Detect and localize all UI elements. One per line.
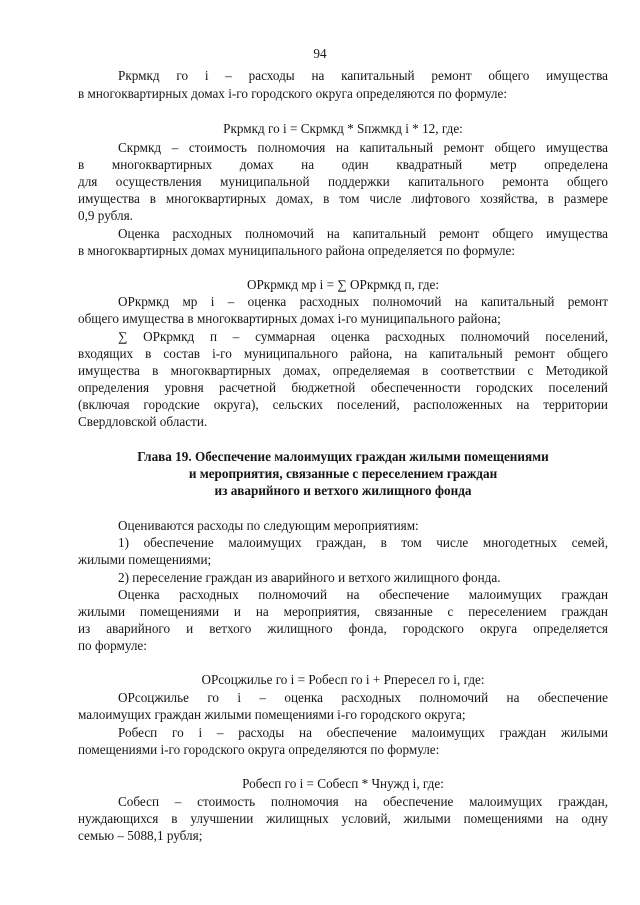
text-line: Ркрмкд го i = Скрмкд * Sпжмкд i * 12, где: [223, 121, 463, 136]
text-line: малоимущих граждан жилыми помещениями i-го городского округа; [78, 707, 466, 722]
chapter-heading-line: Глава 19. Обеспечение малоимущих граждан жилыми помещениями [137, 449, 549, 464]
text-line: ОРсоцжилье го i = Робесп го i + Рпересел го i, где: [201, 672, 485, 687]
text-line: по формуле: [78, 638, 147, 653]
chapter-heading-line: и мероприятия, связанные с переселением граждан [188, 466, 498, 481]
text-line: ОРкрмкд мр i – оценка расходных полномочий на капитальный ремонт [118, 294, 608, 309]
text-line: ОРкрмкд мр i = ∑ ОРкрмкд п, где: [246, 277, 440, 292]
text-line: для осуществления муниципальной поддержки капитального ремонта общего [78, 174, 608, 189]
text-line: имущества в многоквартирных домах, определяемая в соответствии с Методикой [78, 363, 608, 378]
text-line: ∑ ОРкрмкд п – суммарная оценка расходных полномочий поселений, [118, 329, 608, 344]
text-line: в многоквартирных домах муниципального района определяется по формуле: [78, 243, 515, 258]
text-line: Скрмкд – стоимость полномочия на капитальный ремонт общего имущества [118, 140, 608, 155]
text-line: Ркрмкд го i – расходы на капитальный ремонт общего имущества [118, 68, 608, 83]
text-line: жилыми помещениями и на мероприятия, связанные с переселением граждан [78, 604, 608, 619]
text-line: Оцениваются расходы по следующим мероприятиям: [118, 518, 419, 533]
text-line: Робесп го i – расходы на обеспечение малоимущих граждан жилыми [118, 725, 608, 740]
text-line: 0,9 рубля. [78, 208, 133, 223]
text-line: 1) обеспечение малоимущих граждан, в том числе многодетных семей, [118, 535, 608, 550]
text-line: (включая городские округа), сельских поселений, расположенных на территории [78, 397, 608, 412]
text-line: определения уровня расчетной бюджетной обеспеченности городских поселений [78, 380, 608, 395]
text-line: семью – 5088,1 рубля; [78, 828, 203, 843]
text-line: из аварийного и ветхого жилищного фонда, городского округа определяется [78, 621, 608, 636]
text-line: жилыми помещениями; [78, 552, 212, 567]
text-line: помещениями i-го городского округа определяются по формуле: [78, 742, 440, 757]
text-line: входящих в состав i-го муниципального района, на капитальный ремонт общего [78, 346, 608, 361]
text-line: Свердловской области. [78, 414, 208, 429]
text-line: общего имущества в многоквартирных домах i-го муниципального района; [78, 311, 501, 326]
text-line: нуждающихся в улучшении жилищных условий, жилыми помещениями на одну [78, 811, 608, 826]
text-line: имущества в многоквартирных домах, в том числе лифтового хозяйства, в размере [78, 191, 608, 206]
chapter-heading-line: из аварийного и ветхого жилищного фонда [214, 483, 472, 498]
text-line: Оценка расходных полномочий на обеспечение малоимущих граждан [118, 587, 608, 602]
text-line: ОРсоцжилье го i – оценка расходных полномочий на обеспечение [118, 690, 608, 705]
text-line: в многоквартирных домах i-го городского округа определяются по формуле: [78, 86, 508, 101]
text-line: Оценка расходных полномочий на капитальный ремонт общего имущества [118, 226, 608, 241]
text-line: 2) переселение граждан из аварийного и ветхого жилищного фонда. [118, 570, 501, 585]
text-line: Собесп – стоимость полномочия на обеспечение малоимущих граждан, [118, 794, 608, 809]
text-line: в многоквартирных домах на один квадратный метр определена [78, 157, 608, 172]
text-line: Робесп го i = Собесп * Чнужд i, где: [242, 776, 444, 791]
page-number: 94 [313, 46, 327, 61]
